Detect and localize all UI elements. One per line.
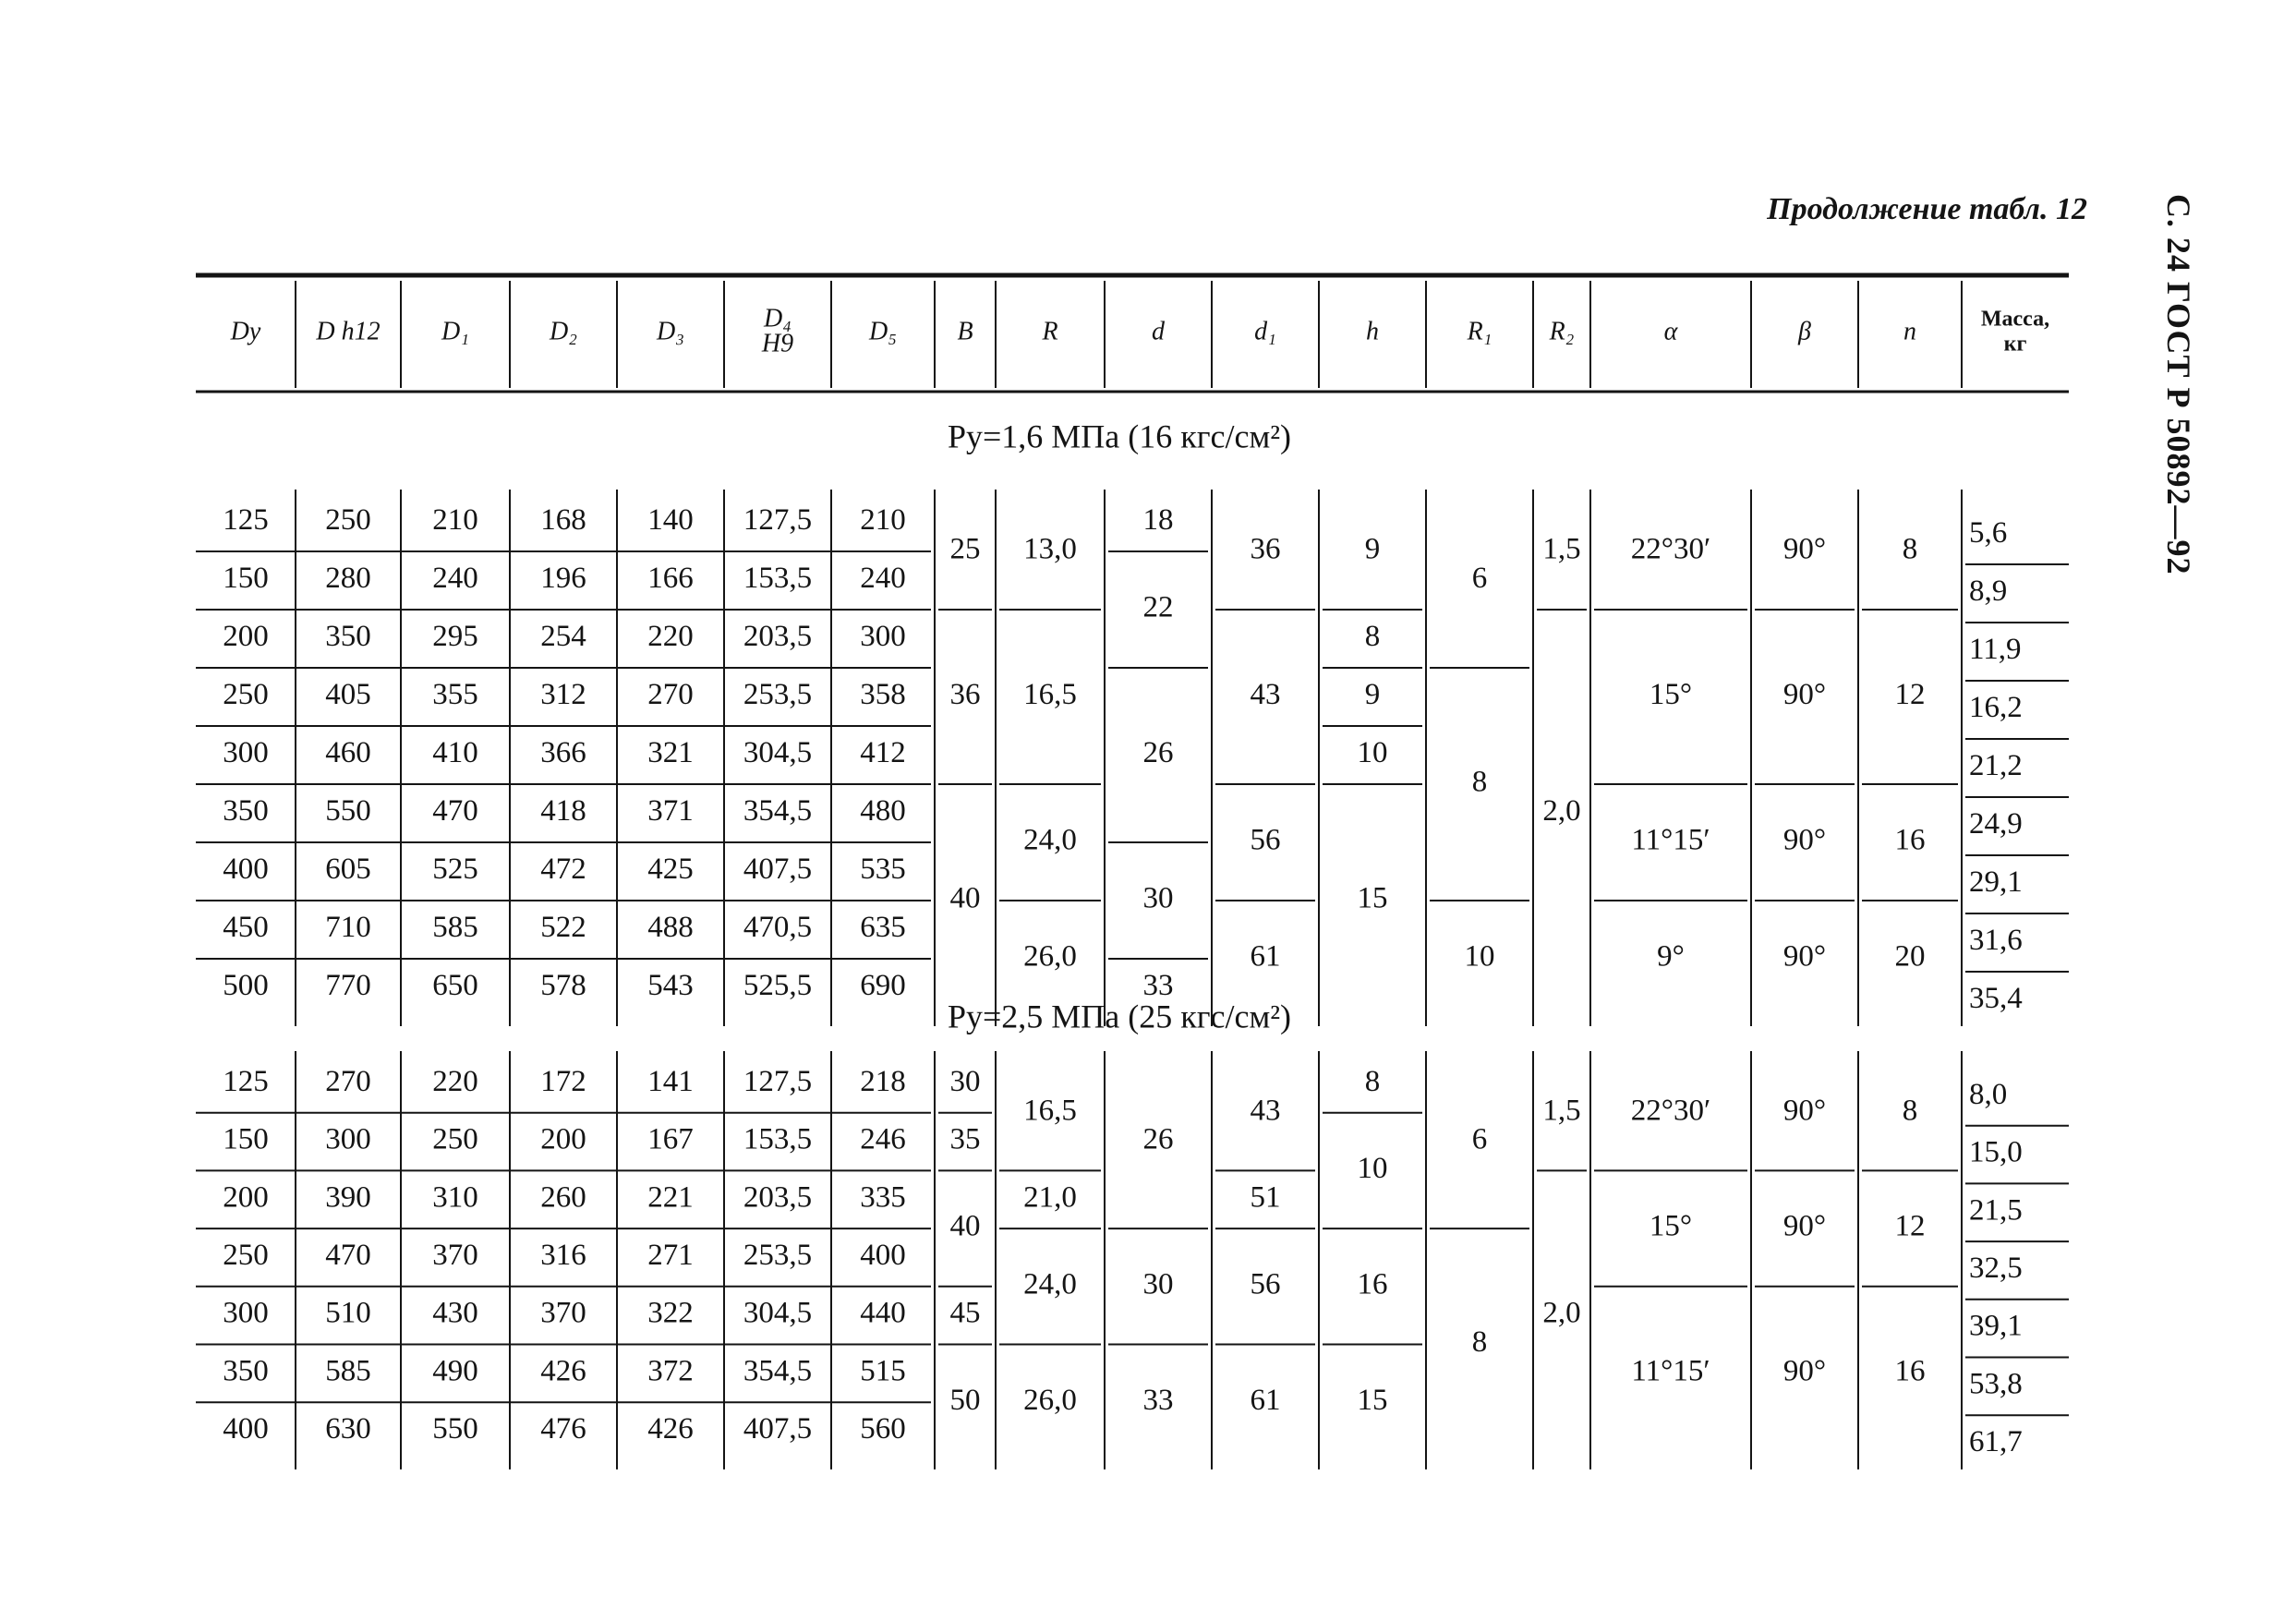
header-d1: d₁: [1254, 317, 1276, 346]
cell-n: 12: [1894, 1209, 1926, 1243]
header-D1: D₁: [441, 317, 469, 346]
cell-beta: 90°: [1782, 678, 1827, 712]
cell-R: 13,0: [1023, 532, 1077, 566]
cell-Dh12: 405: [325, 678, 371, 712]
cell-D2: 200: [540, 1122, 586, 1156]
header-D4: D₄: [764, 304, 792, 333]
cell-B: 45: [949, 1296, 981, 1330]
cell-h: 8: [1364, 1064, 1381, 1098]
cell-Dy: 350: [223, 1354, 269, 1388]
cell-Dy: 500: [223, 969, 269, 1003]
cell-mass: 24,9: [1969, 807, 2023, 841]
cell-D2: 312: [540, 678, 586, 712]
cell-D1: 370: [432, 1239, 478, 1273]
cell-Dh12: 550: [325, 794, 371, 829]
cell-D4: 407,5: [743, 1412, 813, 1446]
cell-Dh12: 710: [325, 911, 371, 945]
cell-D2: 366: [540, 736, 586, 770]
cell-d: 26: [1142, 1122, 1174, 1156]
cell-mass: 8,9: [1969, 575, 2008, 609]
cell-mass: 11,9: [1969, 633, 2022, 667]
cell-Dh12: 270: [325, 1064, 371, 1098]
cell-D4: 304,5: [743, 736, 813, 770]
header-R2: R₂: [1549, 317, 1575, 346]
cell-Dh12: 510: [325, 1296, 371, 1330]
cell-D1: 310: [432, 1180, 478, 1215]
cell-D5: 240: [860, 562, 906, 596]
cell-D4: 407,5: [743, 853, 813, 887]
header-alpha: α: [1663, 317, 1678, 346]
cell-D5: 210: [860, 503, 906, 538]
cell-B: 40: [949, 1209, 981, 1243]
cell-D3: 371: [647, 794, 694, 829]
section-title: Pу=1,6 МПа (16 кгс/см²): [947, 417, 1292, 455]
header-D2: D₂: [550, 317, 577, 346]
cell-D5: 635: [860, 911, 906, 945]
cell-B: 36: [949, 678, 981, 712]
cell-Dy: 150: [223, 1122, 269, 1156]
cell-D2: 254: [540, 620, 586, 654]
cell-mass: 35,4: [1969, 982, 2023, 1016]
cell-B: 35: [949, 1122, 981, 1156]
cell-d: 22: [1142, 590, 1174, 624]
cell-R: 24,0: [1023, 1267, 1077, 1301]
cell-D4: 253,5: [743, 678, 813, 712]
cell-D5: 690: [860, 969, 906, 1003]
cell-D4: 127,5: [743, 503, 813, 538]
cell-d: 26: [1142, 736, 1174, 770]
cell-alpha: 15°: [1649, 1209, 1693, 1243]
cell-beta: 90°: [1782, 532, 1827, 566]
cell-h: 15: [1357, 1383, 1388, 1417]
cell-D1: 295: [432, 620, 478, 654]
cell-h: 8: [1364, 620, 1381, 654]
cell-d1: 56: [1250, 823, 1281, 857]
table-caption: Продолжение табл. 12: [1767, 192, 2087, 226]
cell-Dh12: 605: [325, 853, 371, 887]
cell-D5: 515: [860, 1354, 906, 1388]
cell-h: 10: [1357, 736, 1388, 770]
cell-Dy: 400: [223, 853, 269, 887]
cell-D3: 221: [647, 1180, 694, 1215]
cell-D1: 490: [432, 1354, 478, 1388]
cell-D3: 167: [647, 1122, 694, 1156]
section-title: Pу=2,5 МПа (25 кгс/см²): [947, 998, 1292, 1035]
cell-mass: 8,0: [1969, 1077, 2008, 1111]
cell-mass: 39,1: [1969, 1309, 2023, 1343]
cell-beta: 90°: [1782, 939, 1827, 974]
header-n: n: [1903, 317, 1916, 346]
cell-d1: 61: [1250, 939, 1281, 974]
cell-Dh12: 460: [325, 736, 371, 770]
cell-R: 26,0: [1023, 939, 1077, 974]
cell-d1: 51: [1250, 1180, 1281, 1215]
cell-alpha: 22°30′: [1630, 1094, 1711, 1128]
cell-d1: 43: [1250, 678, 1281, 712]
header-Dh12: D h12: [316, 317, 381, 346]
cell-B: 30: [949, 1064, 981, 1098]
cell-mass: 15,0: [1969, 1135, 2023, 1169]
cell-D4: 470,5: [743, 911, 813, 945]
cell-B: 50: [949, 1383, 981, 1417]
header-D3: D₃: [657, 317, 684, 346]
cell-D4: 354,5: [743, 1354, 813, 1388]
cell-Dy: 125: [223, 1064, 269, 1098]
cell-Dy: 250: [223, 1239, 269, 1273]
cell-Dh12: 630: [325, 1412, 371, 1446]
cell-D3: 166: [647, 562, 694, 596]
header-D5: D₅: [869, 317, 897, 346]
cell-Dy: 300: [223, 736, 269, 770]
cell-d1: 43: [1250, 1094, 1281, 1128]
header-mass-sub: кг: [2003, 332, 2027, 357]
cell-Dy: 125: [223, 503, 269, 538]
cell-D5: 358: [860, 678, 906, 712]
cell-D4: 153,5: [743, 1122, 813, 1156]
cell-n: 8: [1902, 1094, 1918, 1128]
cell-Dy: 250: [223, 678, 269, 712]
cell-beta: 90°: [1782, 1094, 1827, 1128]
cell-n: 8: [1902, 532, 1918, 566]
header-d: d: [1152, 317, 1165, 346]
header-beta: β: [1798, 317, 1811, 346]
cell-D5: 535: [860, 853, 906, 887]
cell-D2: 260: [540, 1180, 586, 1215]
cell-Dy: 450: [223, 911, 269, 945]
cell-Dh12: 350: [325, 620, 371, 654]
cell-D4: 354,5: [743, 794, 813, 829]
header-D4-sub: H9: [761, 329, 794, 358]
cell-Dh12: 470: [325, 1239, 371, 1273]
cell-D2: 418: [540, 794, 586, 829]
cell-beta: 90°: [1782, 823, 1827, 857]
cell-n: 12: [1894, 678, 1926, 712]
cell-mass: 29,1: [1969, 865, 2023, 900]
cell-D3: 372: [647, 1354, 694, 1388]
header-Dy: Dу: [230, 317, 261, 346]
cell-D3: 322: [647, 1296, 694, 1330]
cell-D5: 560: [860, 1412, 906, 1446]
cell-D5: 335: [860, 1180, 906, 1215]
cell-D3: 141: [647, 1064, 694, 1098]
cell-D5: 400: [860, 1239, 906, 1273]
cell-Dh12: 770: [325, 969, 371, 1003]
cell-Dy: 150: [223, 562, 269, 596]
cell-R2: 2,0: [1542, 794, 1581, 829]
cell-d: 30: [1142, 1267, 1174, 1301]
cell-n: 20: [1894, 939, 1926, 974]
cell-D5: 440: [860, 1296, 906, 1330]
cell-mass: 16,2: [1969, 691, 2023, 725]
cell-beta: 90°: [1782, 1209, 1827, 1243]
cell-Dh12: 390: [325, 1180, 371, 1215]
cell-D1: 550: [432, 1412, 478, 1446]
cell-D1: 355: [432, 678, 478, 712]
cell-B: 40: [949, 881, 981, 915]
cell-D2: 426: [540, 1354, 586, 1388]
cell-D4: 153,5: [743, 562, 813, 596]
cell-D2: 472: [540, 853, 586, 887]
cell-R: 16,5: [1023, 678, 1077, 712]
cell-D1: 430: [432, 1296, 478, 1330]
cell-D3: 271: [647, 1239, 694, 1273]
cell-D2: 476: [540, 1412, 586, 1446]
cell-mass: 31,6: [1969, 924, 2023, 958]
cell-R1: 6: [1471, 562, 1488, 596]
cell-D2: 168: [540, 503, 586, 538]
cell-n: 16: [1894, 1354, 1926, 1388]
cell-Dy: 200: [223, 1180, 269, 1215]
cell-D1: 585: [432, 911, 478, 945]
cell-d: 33: [1142, 969, 1174, 1003]
cell-D3: 426: [647, 1412, 694, 1446]
cell-D2: 172: [540, 1064, 586, 1098]
cell-d: 33: [1142, 1383, 1174, 1417]
header-mass: Масса,: [1980, 307, 2050, 332]
cell-Dy: 200: [223, 620, 269, 654]
cell-R1: 8: [1471, 765, 1488, 799]
side-page-header-text: С. 24 ГОСТ Р 50892—92: [2160, 194, 2197, 575]
cell-mass: 5,6: [1969, 516, 2008, 550]
cell-R2: 1,5: [1542, 532, 1581, 566]
cell-D4: 253,5: [743, 1239, 813, 1273]
cell-h: 10: [1357, 1151, 1388, 1185]
cell-R: 26,0: [1023, 1383, 1077, 1417]
cell-d: 18: [1142, 503, 1174, 538]
cell-h: 15: [1357, 881, 1388, 915]
cell-D1: 410: [432, 736, 478, 770]
cell-B: 25: [949, 532, 981, 566]
cell-h: 9: [1364, 678, 1381, 712]
cell-R1: 8: [1471, 1325, 1488, 1360]
header-R: R: [1042, 317, 1058, 346]
cell-D4: 525,5: [743, 969, 813, 1003]
cell-Dy: 400: [223, 1412, 269, 1446]
cell-D4: 304,5: [743, 1296, 813, 1330]
cell-R: 16,5: [1023, 1094, 1077, 1128]
cell-Dy: 300: [223, 1296, 269, 1330]
cell-D3: 220: [647, 620, 694, 654]
cell-D5: 300: [860, 620, 906, 654]
cell-Dh12: 585: [325, 1354, 371, 1388]
cell-alpha: 11°15′: [1631, 823, 1710, 857]
cell-D1: 650: [432, 969, 478, 1003]
cell-D1: 250: [432, 1122, 478, 1156]
cell-n: 16: [1894, 823, 1926, 857]
cell-D2: 196: [540, 562, 586, 596]
cell-D5: 480: [860, 794, 906, 829]
cell-Dh12: 300: [325, 1122, 371, 1156]
cell-D2: 316: [540, 1239, 586, 1273]
cell-R: 21,0: [1023, 1180, 1077, 1215]
cell-R2: 1,5: [1542, 1094, 1581, 1128]
cell-beta: 90°: [1782, 1354, 1827, 1388]
cell-D5: 412: [860, 736, 906, 770]
cell-alpha: 11°15′: [1631, 1354, 1710, 1388]
cell-D3: 543: [647, 969, 694, 1003]
header-B: B: [957, 317, 973, 346]
cell-D3: 140: [647, 503, 694, 538]
cell-h: 16: [1357, 1267, 1388, 1301]
cell-D2: 578: [540, 969, 586, 1003]
cell-mass: 32,5: [1969, 1252, 2023, 1286]
cell-alpha: 15°: [1649, 678, 1693, 712]
cell-Dh12: 280: [325, 562, 371, 596]
cell-D5: 246: [860, 1122, 906, 1156]
cell-D1: 210: [432, 503, 478, 538]
cell-Dh12: 250: [325, 503, 371, 538]
cell-D4: 127,5: [743, 1064, 813, 1098]
cell-mass: 21,2: [1969, 749, 2023, 783]
cell-d1: 36: [1250, 532, 1281, 566]
cell-d1: 61: [1250, 1383, 1281, 1417]
cell-D2: 370: [540, 1296, 586, 1330]
cell-d1: 56: [1250, 1267, 1281, 1301]
cell-D1: 470: [432, 794, 478, 829]
cell-D2: 522: [540, 911, 586, 945]
cell-alpha: 9°: [1657, 939, 1685, 974]
cell-D3: 488: [647, 911, 694, 945]
cell-R2: 2,0: [1542, 1296, 1581, 1330]
cell-D1: 220: [432, 1064, 478, 1098]
header-R1: R₁: [1467, 317, 1492, 346]
cell-D4: 203,5: [743, 620, 813, 654]
cell-D1: 525: [432, 853, 478, 887]
cell-D1: 240: [432, 562, 478, 596]
cell-Dy: 350: [223, 794, 269, 829]
cell-D5: 218: [860, 1064, 906, 1098]
cell-R1: 6: [1471, 1122, 1488, 1156]
cell-alpha: 22°30′: [1630, 532, 1711, 566]
cell-mass: 21,5: [1969, 1193, 2023, 1228]
cell-D4: 203,5: [743, 1180, 813, 1215]
header-h: h: [1366, 317, 1379, 346]
cell-h: 9: [1364, 532, 1381, 566]
cell-D3: 321: [647, 736, 694, 770]
cell-D3: 425: [647, 853, 694, 887]
cell-d: 30: [1142, 881, 1174, 915]
cell-R: 24,0: [1023, 823, 1077, 857]
cell-mass: 53,8: [1969, 1367, 2023, 1401]
cell-mass: 61,7: [1969, 1425, 2023, 1459]
cell-D3: 270: [647, 678, 694, 712]
cell-R1: 10: [1464, 939, 1495, 974]
